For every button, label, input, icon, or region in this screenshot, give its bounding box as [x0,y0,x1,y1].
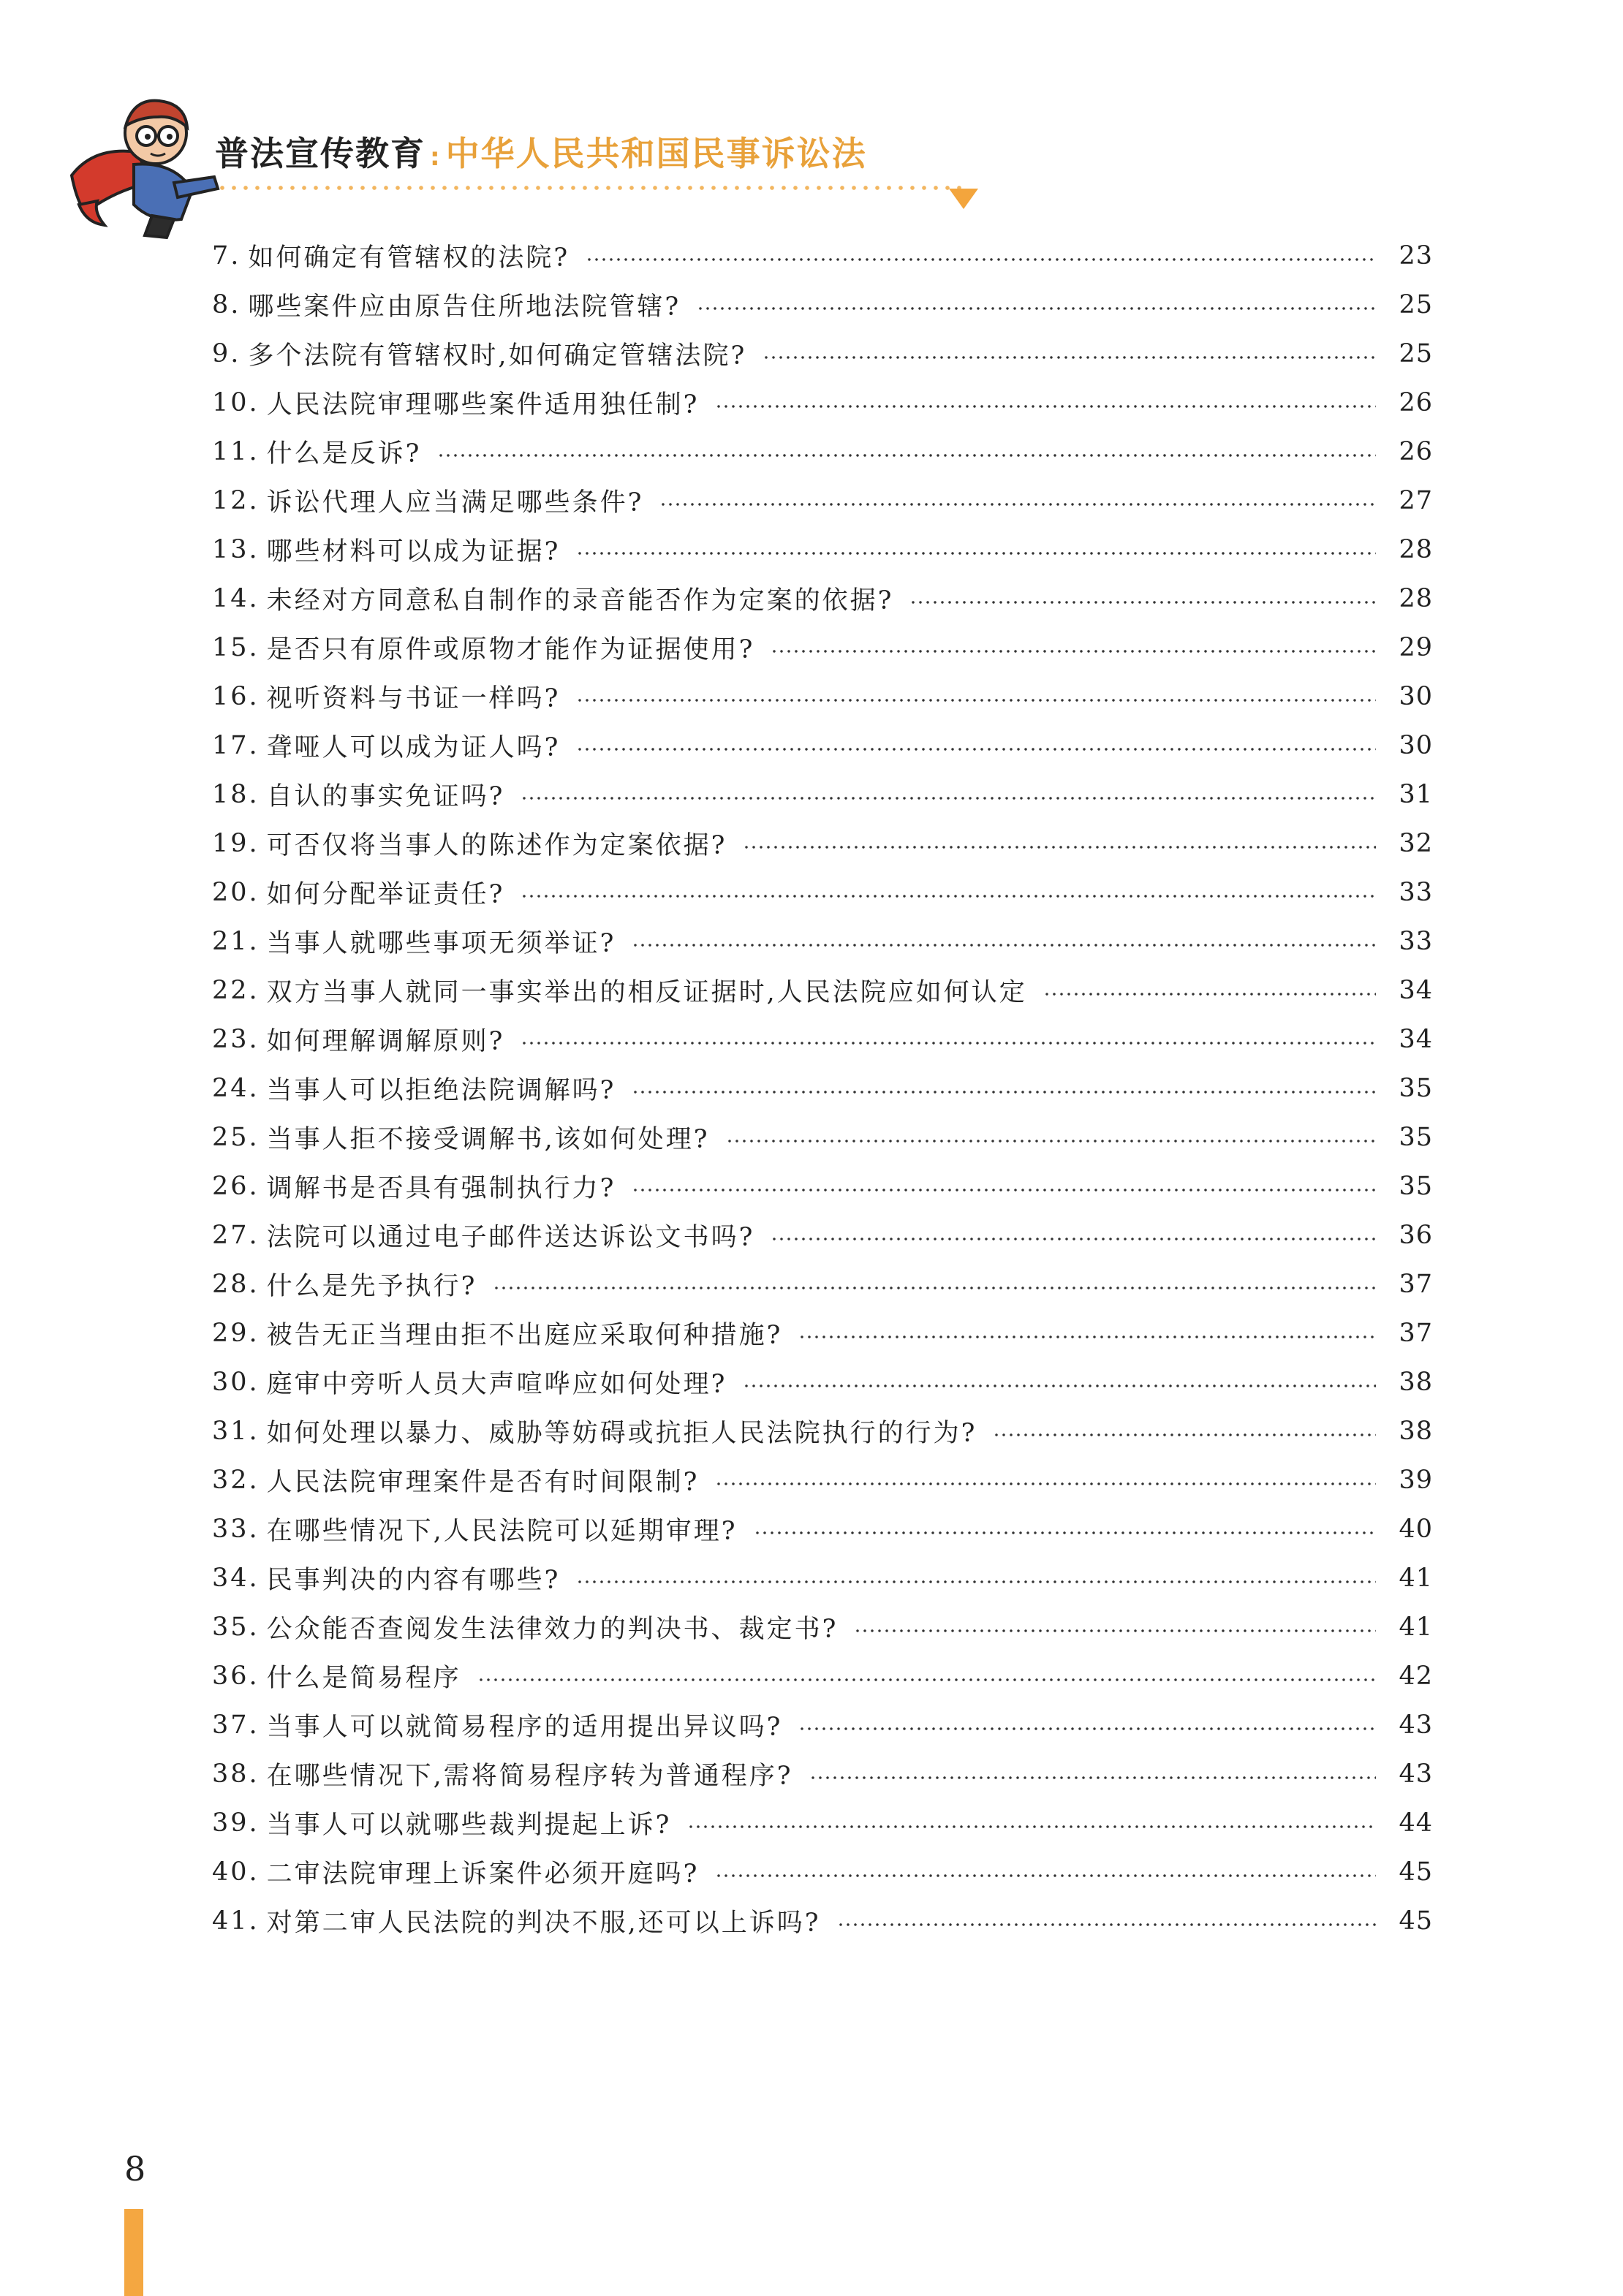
toc-dot-leader [576,698,1376,702]
toc-entry-number: 11. [212,436,260,466]
toc-entry-page: 33 [1399,926,1433,956]
toc-entry-page: 30 [1399,681,1433,711]
toc-entry[interactable] [212,476,1433,525]
toc-dot-leader [715,1482,1376,1486]
toc-entry[interactable] [212,1602,1433,1651]
toc-entry-page: 45 [1399,1857,1433,1887]
toc-entry[interactable] [212,1210,1433,1259]
toc-entry-title: 被告无正当理由拒不出庭应采取何种措施? [266,1320,783,1350]
toc-entry-number: 38. [212,1759,260,1789]
toc-entry-number: 9. [212,338,241,368]
toc-entry-title: 未经对方同意私自制作的录音能否作为定案的依据? [266,586,894,615]
toc-dot-leader [715,404,1376,409]
toc-entry-number: 19. [212,828,260,858]
toc-entry-number: 12. [212,485,260,515]
toc-entry-title: 什么是先予执行? [266,1271,477,1301]
toc-entry-title: 当事人拒不接受调解书,该如何处理? [266,1124,710,1154]
toc-entry-number: 40. [212,1857,260,1887]
toc-entry-title: 可否仅将当事人的陈述作为定案依据? [266,830,727,860]
toc-dot-leader [993,1433,1376,1437]
toc-entry[interactable] [212,1847,1433,1896]
toc-entry-number: 22. [212,975,260,1005]
toc-entry-page: 23 [1399,240,1433,270]
flying-hero-mascot-icon [64,95,232,241]
page-header [0,0,1623,234]
toc-dot-leader [477,1678,1376,1682]
toc-entry-page: 45 [1399,1906,1433,1936]
toc-entry-title: 如何分配举证责任? [266,879,505,909]
toc-entry-page: 37 [1399,1318,1433,1348]
toc-dot-leader [771,1237,1376,1241]
toc-entry[interactable] [212,378,1433,427]
toc-dot-leader [743,845,1376,849]
toc-dot-leader [493,1286,1376,1290]
toc-dot-leader [437,453,1376,458]
toc-dot-leader [576,747,1376,751]
toc-entry-page: 35 [1399,1073,1433,1103]
toc-entry-page: 28 [1399,534,1433,564]
page-number: 8 [124,2149,146,2189]
toc-entry-number: 25. [212,1122,260,1152]
toc-entry-page: 41 [1399,1612,1433,1642]
toc-entry-title: 是否只有原件或原物才能作为证据使用? [266,634,755,664]
toc-entry[interactable] [212,1015,1433,1064]
toc-entry-page: 44 [1399,1808,1433,1838]
toc-entry-title: 当事人可以拒绝法院调解吗? [266,1075,616,1105]
toc-entry-page: 34 [1399,975,1433,1005]
toc-dot-leader [632,943,1376,947]
toc-entry-number: 18. [212,779,260,809]
toc-entry-number: 17. [212,730,260,760]
toc-entry-title: 什么是简易程序 [266,1663,461,1693]
toc-entry-page: 26 [1399,387,1433,417]
toc-entry-title: 自认的事实免证吗? [266,781,505,811]
toc-entry-page: 35 [1399,1122,1433,1152]
toc-dot-leader [854,1629,1376,1633]
toc-entry[interactable] [212,623,1433,672]
toc-entry[interactable] [212,1113,1433,1162]
toc-entry-page: 35 [1399,1171,1433,1201]
toc-dot-leader [763,355,1376,360]
table-of-contents [212,231,1433,1945]
toc-entry-title: 多个法院有管辖权时,如何确定管辖法院? [248,341,747,371]
toc-entry[interactable] [212,525,1433,574]
toc-dot-leader [586,257,1376,262]
toc-entry[interactable] [212,1308,1433,1357]
toc-entry[interactable] [212,1651,1433,1700]
toc-entry-page: 41 [1399,1563,1433,1593]
toc-dot-leader [521,894,1376,898]
toc-dot-leader [754,1531,1376,1535]
toc-entry-title: 当事人就哪些事项无须举证? [266,928,616,958]
toc-entry-number: 35. [212,1612,260,1642]
toc-entry-title: 调解书是否具有强制执行力? [266,1173,616,1203]
toc-entry-title: 双方当事人就同一事实举出的相反证据时,人民法院应如何认定 [266,977,1027,1007]
toc-entry-number: 29. [212,1318,260,1348]
toc-entry-page: 26 [1399,436,1433,466]
toc-dot-leader [659,502,1376,507]
toc-entry-number: 30. [212,1367,260,1397]
toc-entry[interactable] [212,1455,1433,1504]
toc-dot-leader [909,600,1376,605]
toc-entry-number: 39. [212,1808,260,1838]
toc-entry-number: 7. [212,240,241,270]
toc-dot-leader [632,1090,1376,1094]
toc-entry-page: 30 [1399,730,1433,760]
header-dotted-rule [216,186,962,190]
toc-dot-leader [687,1825,1376,1829]
toc-entry-title: 如何处理以暴力、威胁等妨碍或抗拒人民法院执行的行为? [266,1418,977,1448]
toc-entry[interactable] [212,280,1433,329]
toc-entry-title: 如何理解调解原则? [266,1026,505,1056]
toc-entry-title: 民事判决的内容有哪些? [266,1565,561,1595]
toc-entry-title: 二审法院审理上诉案件必须开庭吗? [266,1859,700,1889]
toc-entry-page: 40 [1399,1514,1433,1544]
toc-entry-page: 28 [1399,583,1433,613]
toc-entry-title: 对第二审人民法院的判决不服,还可以上诉吗? [266,1908,821,1938]
toc-entry[interactable] [212,770,1433,819]
header-title-sub: 中华人民共和国民事诉讼法 [445,134,867,173]
toc-entry-number: 8. [212,289,241,319]
toc-entry-number: 24. [212,1073,260,1103]
toc-entry-page: 25 [1399,289,1433,319]
toc-dot-leader [726,1139,1376,1143]
toc-entry-number: 37. [212,1710,260,1740]
toc-entry-title: 在哪些情况下,需将简易程序转为普通程序? [266,1761,793,1791]
toc-entry[interactable] [212,427,1433,476]
toc-entry-page: 37 [1399,1269,1433,1299]
toc-entry[interactable] [212,1896,1433,1945]
page-edge-bar [124,2209,143,2296]
toc-entry-page: 32 [1399,828,1433,858]
toc-entry[interactable] [212,1259,1433,1308]
toc-entry-number: 27. [212,1220,260,1250]
toc-entry-page: 43 [1399,1759,1433,1789]
toc-entry-number: 41. [212,1906,260,1936]
toc-entry[interactable] [212,231,1433,280]
toc-entry-title: 人民法院审理案件是否有时间限制? [266,1467,700,1497]
toc-entry-number: 10. [212,387,260,417]
toc-entry[interactable] [212,1553,1433,1602]
toc-entry[interactable] [212,966,1433,1015]
toc-entry[interactable] [212,1749,1433,1798]
toc-entry-number: 28. [212,1269,260,1299]
toc-entry-number: 13. [212,534,260,564]
toc-entry[interactable] [212,721,1433,770]
toc-entry[interactable] [212,574,1433,623]
toc-entry[interactable] [212,329,1433,378]
toc-dot-leader [576,551,1376,556]
toc-entry[interactable] [212,1162,1433,1210]
toc-entry-number: 36. [212,1661,260,1691]
toc-entry-title: 什么是反诉? [266,439,422,469]
toc-entry-title: 诉讼代理人应当满足哪些条件? [266,488,644,518]
toc-entry-page: 38 [1399,1416,1433,1446]
toc-entry[interactable] [212,819,1433,868]
toc-entry[interactable] [212,1406,1433,1455]
toc-entry-title: 人民法院审理哪些案件适用独任制? [266,390,700,420]
toc-entry-title: 如何确定有管辖权的法院? [248,243,570,273]
toc-entry[interactable] [212,1700,1433,1749]
toc-entry-page: 25 [1399,338,1433,368]
toc-entry-page: 33 [1399,877,1433,907]
toc-entry-page: 29 [1399,632,1433,662]
toc-entry-number: 26. [212,1171,260,1201]
toc-entry[interactable] [212,868,1433,917]
toc-entry-title: 视听资料与书证一样吗? [266,683,561,713]
header-triangle-icon [949,189,978,209]
toc-entry[interactable] [212,672,1433,721]
toc-entry-page: 39 [1399,1465,1433,1495]
toc-dot-leader [697,306,1376,311]
toc-entry-page: 31 [1399,779,1433,809]
toc-entry[interactable] [212,1357,1433,1406]
toc-dot-leader [798,1727,1376,1731]
toc-entry-number: 15. [212,632,260,662]
toc-dot-leader [576,1580,1376,1584]
toc-entry-page: 43 [1399,1710,1433,1740]
toc-entry[interactable] [212,1798,1433,1847]
toc-dot-leader [521,1041,1376,1045]
toc-dot-leader [743,1384,1376,1388]
toc-entry-title: 当事人可以就简易程序的适用提出异议吗? [266,1712,783,1742]
toc-dot-leader [771,649,1376,653]
toc-entry[interactable] [212,1504,1433,1553]
toc-entry-title: 庭审中旁听人员大声喧哗应如何处理? [266,1369,727,1399]
toc-entry-number: 34. [212,1563,260,1593]
toc-entry-number: 31. [212,1416,260,1446]
toc-entry-page: 27 [1399,485,1433,515]
toc-dot-leader [798,1335,1376,1339]
header-title [215,132,867,179]
toc-entry-title: 法院可以通过电子邮件送达诉讼文书吗? [266,1222,755,1252]
header-title-main: 普法宣传教育 [215,134,425,173]
toc-dot-leader [715,1873,1376,1878]
toc-entry-number: 14. [212,583,260,613]
toc-dot-leader [837,1922,1376,1927]
toc-entry-number: 20. [212,877,260,907]
toc-entry-number: 16. [212,681,260,711]
toc-entry[interactable] [212,917,1433,966]
toc-dot-leader [632,1188,1376,1192]
toc-entry[interactable] [212,1064,1433,1113]
toc-dot-leader [809,1776,1376,1780]
toc-entry-number: 23. [212,1024,260,1054]
toc-entry-title: 聋哑人可以成为证人吗? [266,732,561,762]
toc-entry-page: 34 [1399,1024,1433,1054]
toc-dot-leader [521,796,1376,800]
toc-entry-page: 42 [1399,1661,1433,1691]
toc-entry-title: 公众能否查阅发生法律效力的判决书、裁定书? [266,1614,839,1644]
toc-entry-number: 33. [212,1514,260,1544]
toc-dot-leader [1043,992,1376,996]
header-title-separator: : [430,143,442,172]
toc-entry-page: 38 [1399,1367,1433,1397]
toc-entry-title: 哪些材料可以成为证据? [266,537,561,567]
toc-entry-title: 当事人可以就哪些裁判提起上诉? [266,1810,672,1840]
toc-entry-number: 21. [212,926,260,956]
toc-entry-page: 36 [1399,1220,1433,1250]
toc-entry-title: 在哪些情况下,人民法院可以延期审理? [266,1516,738,1546]
toc-entry-number: 32. [212,1465,260,1495]
toc-entry-title: 哪些案件应由原告住所地法院管辖? [248,292,681,322]
